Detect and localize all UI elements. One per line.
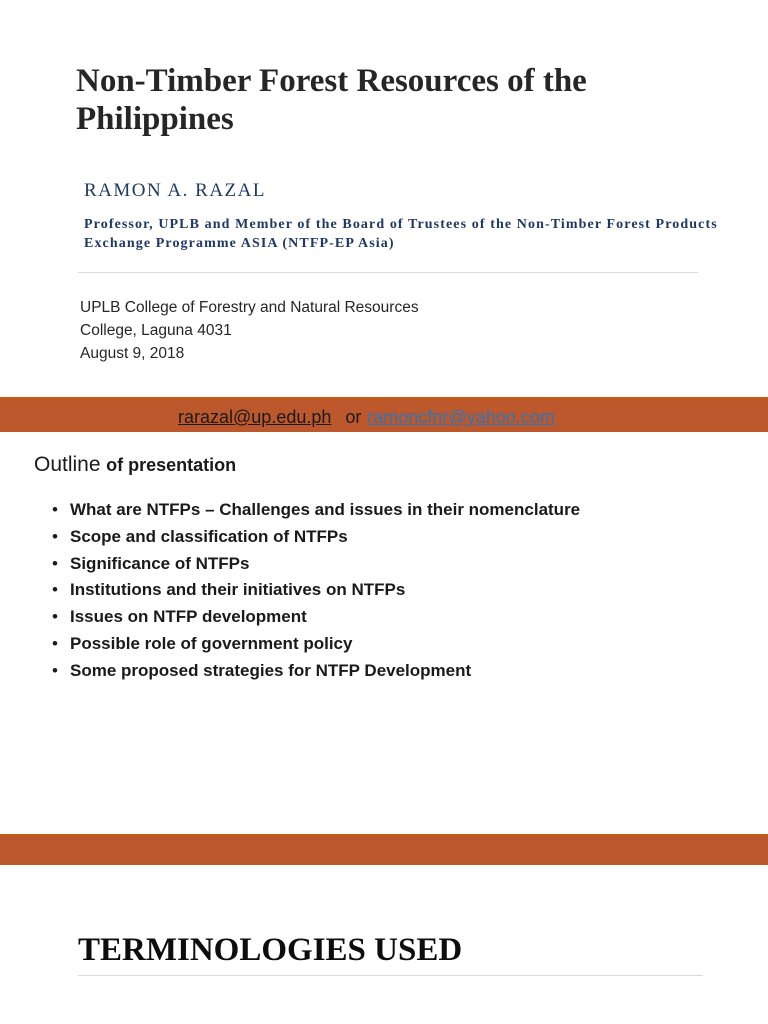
address-line: College, Laguna 4031 [80, 322, 232, 339]
list-item-text: Issues on NTFP development [70, 607, 307, 627]
list-item [50, 497, 580, 524]
list-item-text: Possible role of government policy [70, 633, 353, 653]
list-item-text: Scope and classification of NTFPs [70, 526, 348, 546]
list-item [50, 577, 580, 604]
address-line: UPLB College of Forestry and Natural Resources [80, 299, 419, 316]
contact-separator: or [345, 407, 362, 427]
outline-heading [34, 452, 236, 478]
presentation-title: Non-Timber Forest Resources of the Philippines [76, 63, 587, 137]
bullet-icon: • [52, 526, 58, 546]
author-name: RAMON A. RAZAL [84, 180, 266, 201]
slide-separator-band [0, 836, 768, 865]
email-link-primary[interactable]: rarazal@up.edu.ph [178, 407, 332, 427]
author-affiliation: Professor, UPLB and Member of the Board of Trustees of the Non-Timber Forest Products Exchange Programme ASIA (NTFP-EP Asia) [84, 217, 718, 251]
bullet-icon: • [52, 660, 58, 680]
bullet-icon: • [52, 633, 58, 653]
list-item-text: What are NTFPs – Challenges and issues in their nomenclature [70, 500, 581, 519]
list-item [50, 551, 580, 578]
section-title: TERMINOLOGIES USED [78, 932, 463, 968]
list-item-text: Some proposed strategies for NTFP Development [70, 660, 472, 680]
outline-heading-word: Outline [34, 453, 101, 476]
section-divider [78, 975, 703, 976]
list-item [50, 524, 580, 551]
outline-list [50, 497, 580, 685]
bullet-icon: • [52, 580, 58, 600]
list-item [50, 631, 580, 658]
list-item-text: Institutions and their initiatives on NTFPs [70, 580, 406, 600]
contact-line [178, 406, 555, 428]
email-link-secondary[interactable]: ramoncfnr@yahoo.com [367, 407, 555, 427]
bullet-icon: • [52, 607, 58, 627]
title-divider [78, 272, 698, 273]
list-item [50, 658, 580, 685]
address-block [80, 296, 419, 365]
bullet-icon: • [52, 553, 58, 573]
bullet-icon: • [52, 500, 58, 519]
outline-heading-rest: of presentation [106, 455, 237, 475]
presentation-date: August 9, 2018 [80, 345, 185, 362]
list-item-text: Significance of NTFPs [70, 553, 250, 573]
list-item [50, 604, 580, 631]
